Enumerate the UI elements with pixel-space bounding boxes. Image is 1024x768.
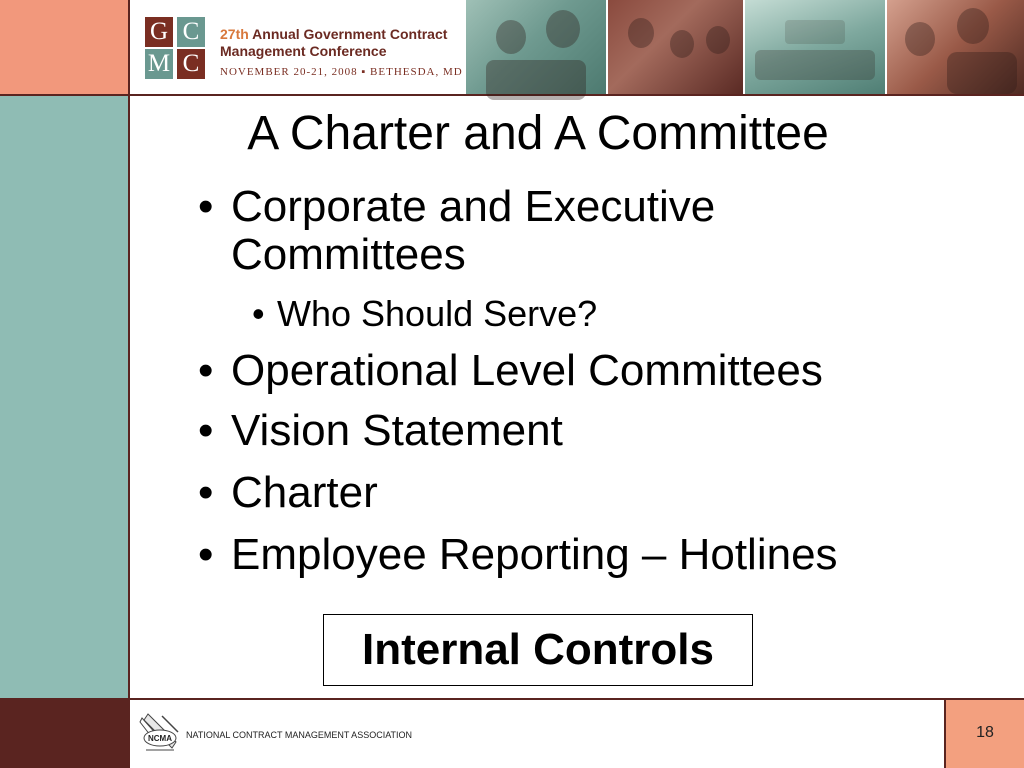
- footer-rule: [0, 698, 1024, 700]
- gcmc-logo-letter: G: [145, 17, 173, 47]
- internal-controls-callout: Internal Controls: [323, 614, 753, 686]
- bullet-item: [198, 468, 213, 518]
- bullet-text: Corporate and Executive: [231, 182, 716, 231]
- bullet-glyph: •: [198, 182, 214, 231]
- ncma-logo: [138, 710, 182, 758]
- bullet-text: Employee Reporting – Hotlines: [231, 530, 838, 579]
- conference-title: [220, 26, 460, 60]
- gcmc-logo-letter: M: [145, 49, 173, 79]
- page-number: 18: [976, 724, 994, 741]
- conference-photo: [466, 0, 606, 94]
- conference-title-line1: Annual Government Contract: [252, 26, 448, 42]
- left-accent-bar: [0, 96, 128, 698]
- bullet-glyph: •: [198, 530, 214, 579]
- header-photo-strip: [466, 0, 1024, 94]
- conference-date: NOVEMBER 20-21, 2008 ▪ BETHESDA, MD: [220, 66, 463, 78]
- ncma-emblem-icon: [138, 710, 182, 758]
- bullet-item: [198, 406, 213, 456]
- gcmc-logo-letter: C: [177, 17, 205, 47]
- gcmc-logo-letter: C: [177, 49, 205, 79]
- conference-photo: [608, 0, 743, 94]
- slide-title: A Charter and A Committee: [247, 107, 829, 160]
- conference-logo: [130, 0, 465, 94]
- bullet-glyph: •: [198, 346, 214, 395]
- bullet-item: [198, 346, 213, 396]
- bullet-text: Operational Level Committees: [231, 346, 823, 395]
- corner-block-top-left: [0, 0, 128, 94]
- conference-ordinal: 27th: [220, 26, 249, 42]
- bullet-text: Charter: [231, 468, 378, 517]
- corner-block-bottom-left: [0, 700, 128, 768]
- sub-bullet-text: Who Should Serve?: [277, 293, 598, 334]
- conference-title-line2: Management Conference: [220, 43, 387, 59]
- bullet-glyph: •: [198, 406, 214, 455]
- bullet-item: [198, 182, 213, 232]
- conference-photo: [745, 0, 885, 94]
- bullet-glyph: •: [252, 293, 265, 334]
- footer-organization: NATIONAL CONTRACT MANAGEMENT ASSOCIATION: [186, 730, 413, 740]
- bullet-item: [198, 530, 213, 580]
- bullet-text-continued: Committees: [231, 230, 466, 279]
- bullet-glyph: •: [198, 468, 214, 517]
- conference-photo: [887, 0, 1024, 94]
- bullet-text: Vision Statement: [231, 406, 563, 455]
- sub-bullet-item: [252, 292, 265, 336]
- ncma-logo-text: NCMA: [148, 734, 172, 743]
